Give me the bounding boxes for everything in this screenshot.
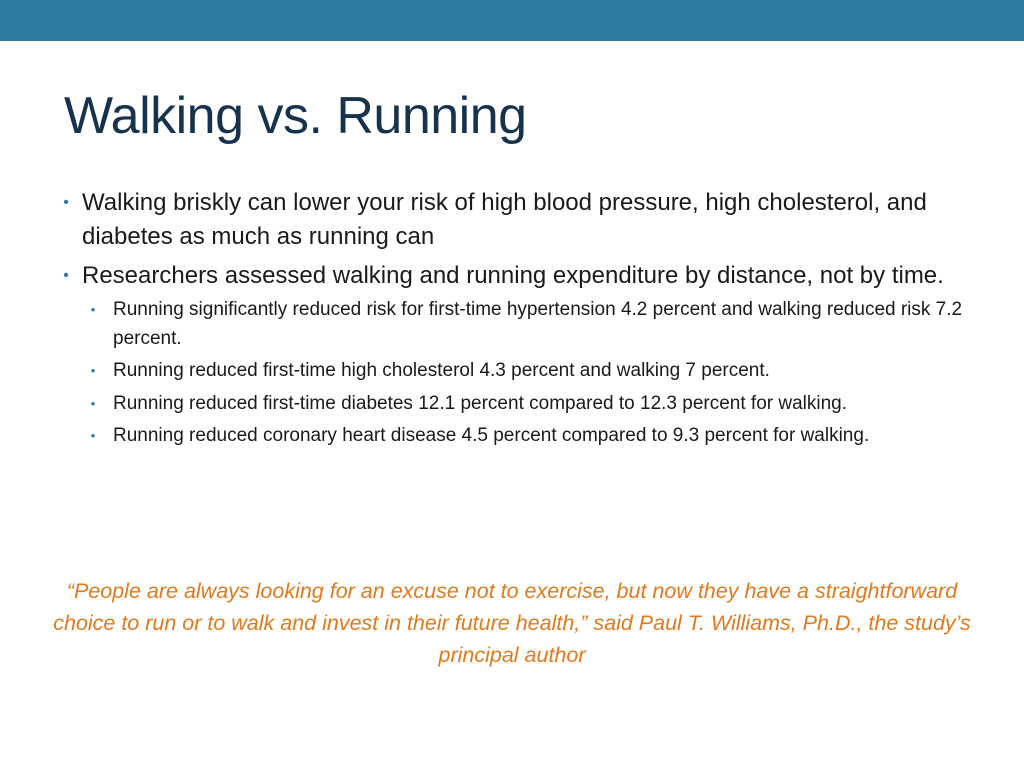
sub-bullet-item: [58, 390, 978, 419]
bullet-dot-icon: •: [90, 363, 96, 378]
bullet-text: Walking briskly can lower your risk of high blood pressure, high cholesterol, and diabetes as much as running can: [82, 189, 927, 250]
bullet-text: Researchers assessed walking and running expenditure by distance, not by time.: [82, 262, 944, 289]
sub-bullet-item: [58, 422, 978, 451]
quote-text: “People are always looking for an excuse not to exercise, but now they have a straightforward choice to run or to walk and invest in their future health,” said Paul T. Williams, Ph.D., the study’s principal author: [53, 579, 971, 667]
sub-bullet-item: [58, 296, 978, 353]
bullet-dot-icon: •: [63, 267, 69, 284]
bullet-dot-icon: •: [63, 194, 69, 211]
sub-bullet-list: [58, 296, 978, 451]
slide-title: Walking vs. Running: [64, 87, 527, 145]
sub-bullet-text: Running reduced first-time diabetes 12.1 percent compared to 12.3 percent for walking.: [113, 392, 848, 414]
header-accent-bar: [0, 0, 1024, 41]
sub-bullet-text: Running reduced first-time high cholesterol 4.3 percent and walking 7 percent.: [113, 360, 770, 381]
bullet-dot-icon: •: [90, 395, 96, 411]
sub-bullet-item: [58, 357, 978, 386]
bullet-dot-icon: •: [90, 302, 96, 317]
sub-bullet-text: Running significantly reduced risk for first-time hypertension 4.2 percent and walking reduced risk 7.2 percent.: [113, 299, 963, 349]
bullet-item: [58, 259, 978, 293]
bullet-dot-icon: •: [90, 428, 96, 443]
bullet-item: [58, 186, 978, 254]
sub-bullet-text: Running reduced coronary heart disease 4.5 percent compared to 9.3 percent for walking.: [113, 425, 870, 446]
bullet-list: [58, 186, 978, 455]
